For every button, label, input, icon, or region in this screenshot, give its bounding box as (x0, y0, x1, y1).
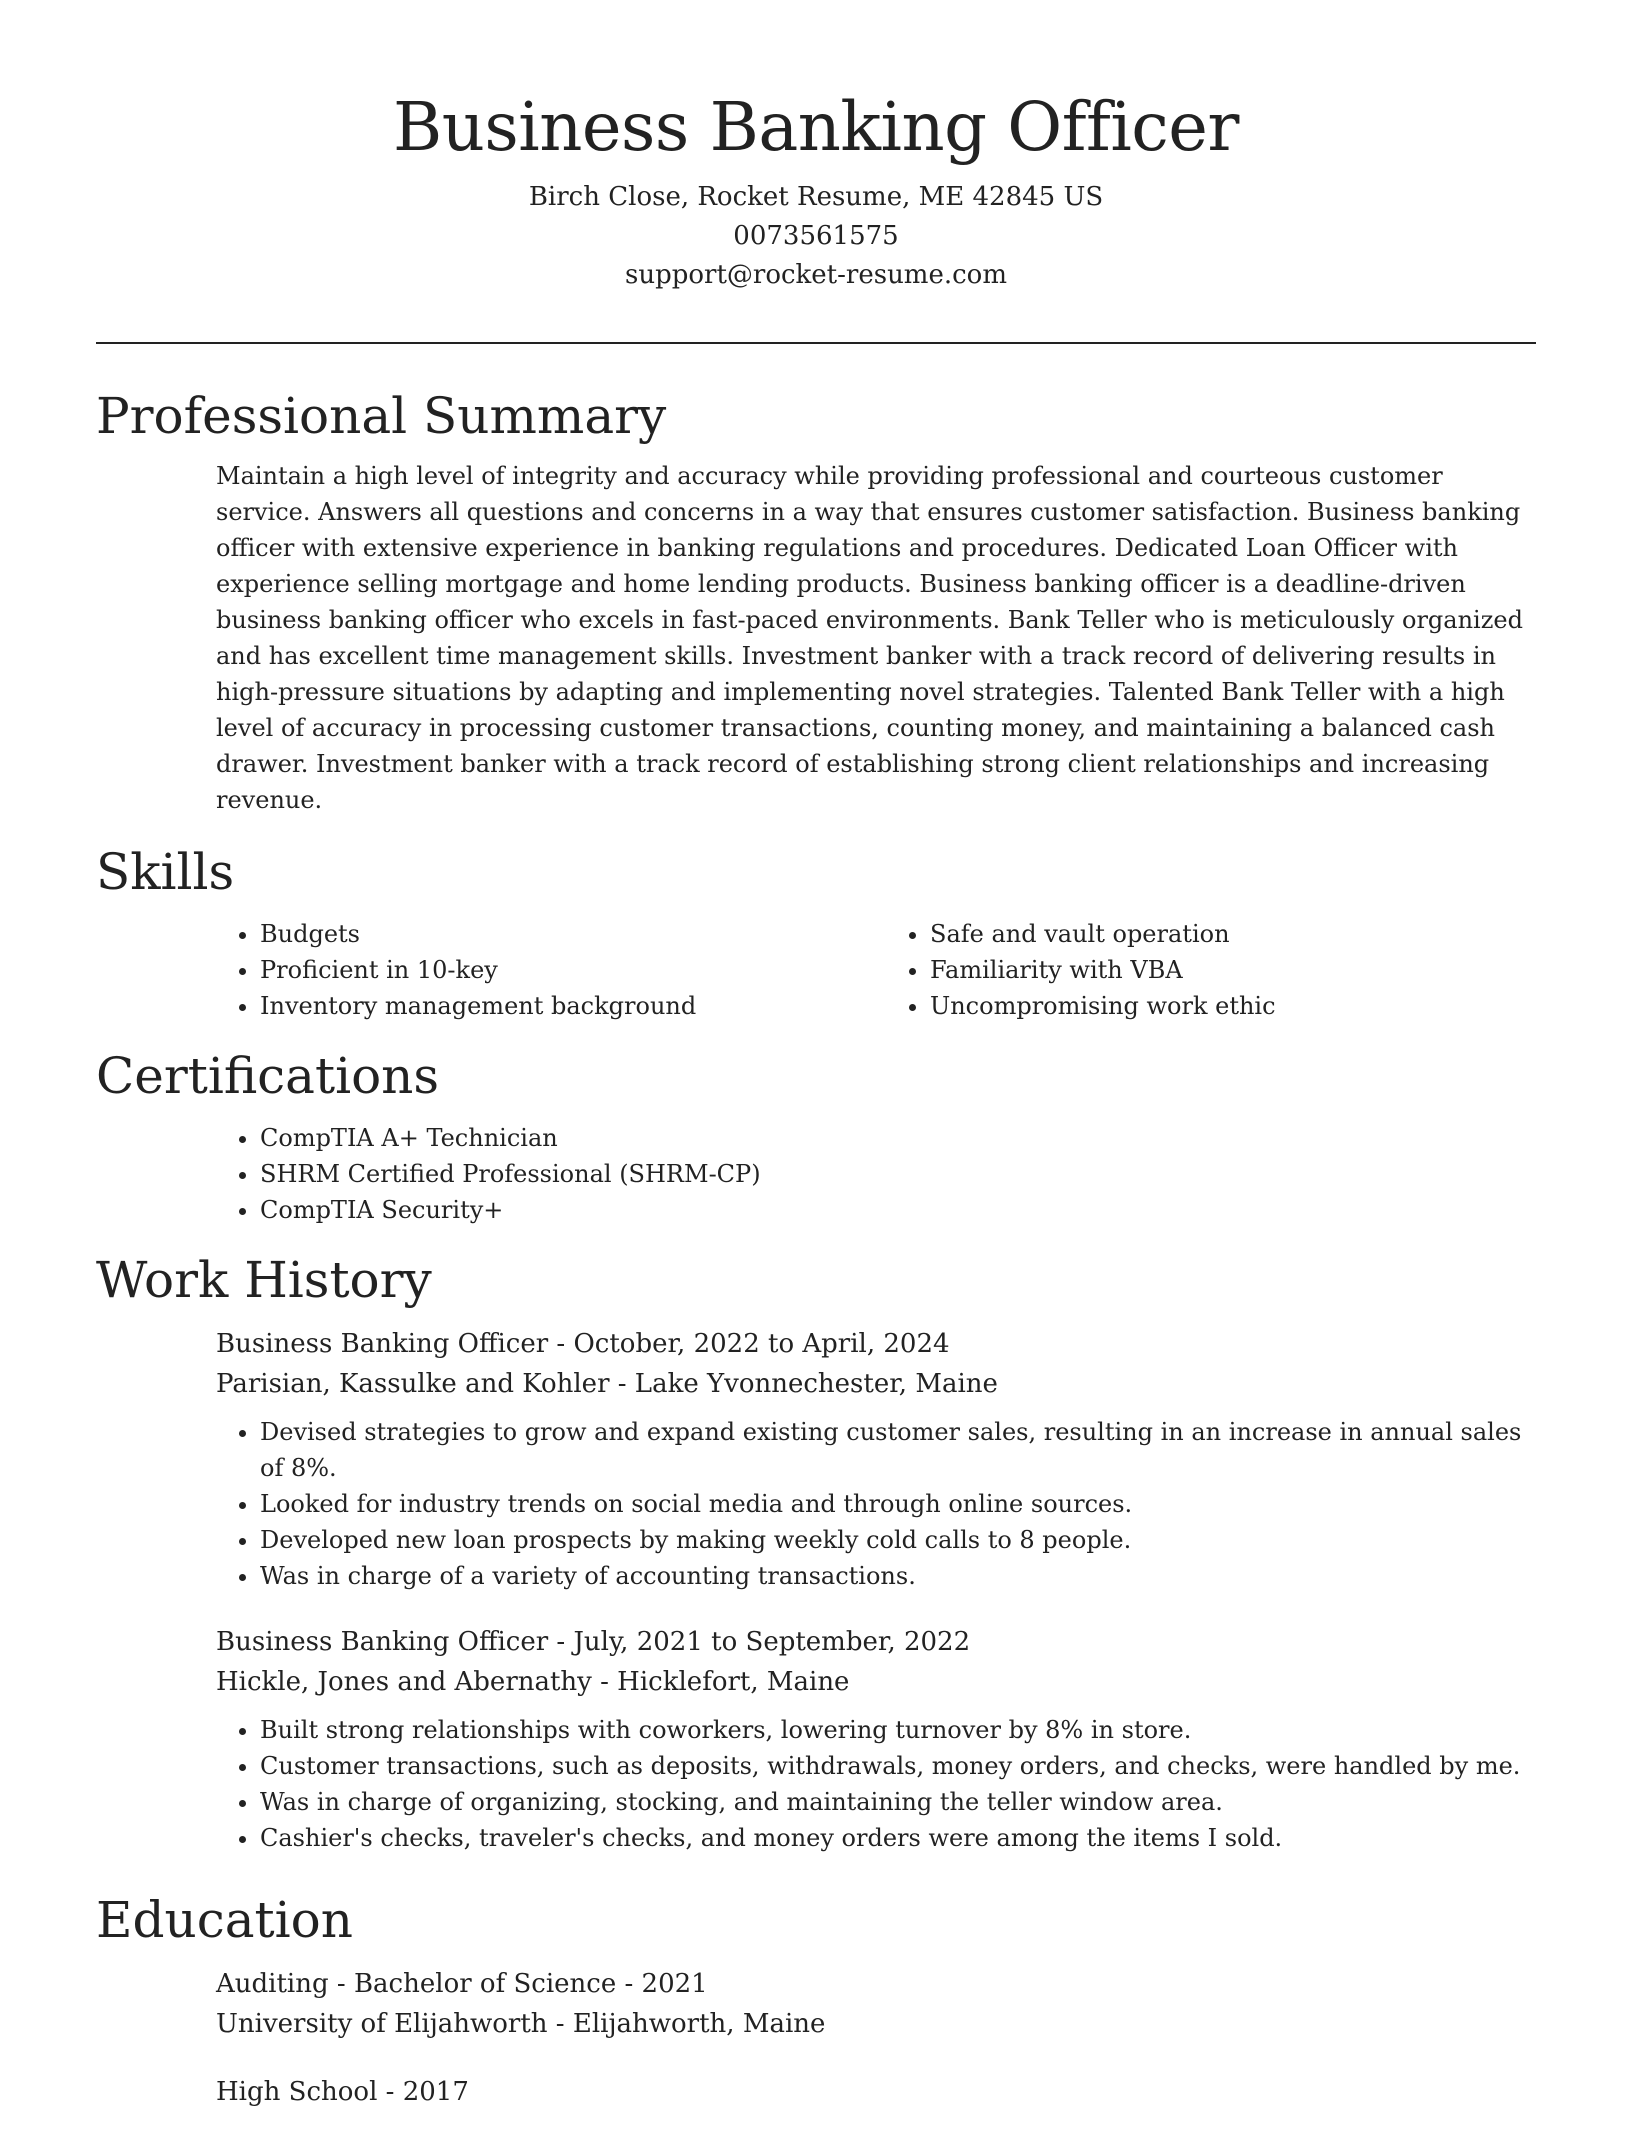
contact-phone: 0073561575 (733, 221, 899, 251)
skill-item: • Proficient in 10-key (260, 952, 910, 988)
education-degree-line: High School - 2017 (216, 2077, 469, 2107)
skills-heading: Skills (96, 843, 235, 901)
job-bullets (96, 1414, 1536, 1594)
job-title-line: Business Banking Officer - July, 2021 to September, 2022 (216, 1627, 971, 1657)
summary-heading: Professional Summary (96, 387, 667, 445)
certifications-section (96, 1040, 1536, 1228)
job-bullet: • Customer transactions, such as deposits, withdrawals, money orders, and checks, were handled by me. (260, 1748, 1536, 1784)
work-history-section (96, 1244, 1536, 1856)
header-divider (96, 342, 1536, 344)
resume-title: Business Banking Officer (393, 88, 1239, 166)
job-bullet: • Was in charge of a variety of accounting transactions. (260, 1558, 1536, 1594)
job-bullet: • Developed new loan prospects by making weekly cold calls to 8 people. (260, 1522, 1536, 1558)
job-bullet: • Built strong relationships with coworkers, lowering turnover by 8% in store. (260, 1712, 1536, 1748)
job-title-line: Business Banking Officer - October, 2022 to April, 2024 (216, 1329, 950, 1359)
summary-section (96, 380, 1536, 818)
skills-section (96, 836, 1536, 1024)
job-company-line: Parisian, Kassulke and Kohler - Lake Yvonnechester, Maine (216, 1369, 998, 1399)
job-entry (96, 1324, 1536, 1594)
job-entry (96, 1622, 1536, 1856)
skills-column-2 (910, 916, 1276, 1024)
skills-column-1 (96, 916, 910, 1024)
job-company-line: Hickle, Jones and Abernathy - Hicklefort, Maine (216, 1667, 850, 1697)
skills-grid (96, 916, 1536, 1024)
education-school-line: University of Elijahworth - Elijahworth, Maine (216, 2009, 826, 2039)
job-bullet: • Cashier's checks, traveler's checks, and money orders were among the items I sold. (260, 1820, 1536, 1856)
job-bullet: • Was in charge of organizing, stocking, and maintaining the teller window area. (260, 1784, 1536, 1820)
education-degree-line: Auditing - Bachelor of Science - 2021 (216, 1969, 708, 1999)
education-section (96, 1884, 1536, 2112)
work-history-heading: Work History (96, 1251, 432, 1309)
summary-text: Maintain a high level of integrity and accuracy while providing professional and courteous customer service. Answers all questions and concerns in a way that ensures customer satisfaction. Business banking officer with extensive experience in banking regulations and procedures. Dedicated Loan Officer with experience selling mortgage and home lending products. Business banking officer is a deadline-driven business banking officer who excels in fast-paced environments. Bank Teller who is meticulously organized and has excellent time management skills. Investment banker with a track record of delivering results in high-pressure situations by adapting and implementing novel strategies. Talented Bank Teller with a high level of accuracy in processing customer transactions, counting money, and maintaining a balanced cash drawer. Investment banker with a track record of establishing strong client relationships and increasing revenue. (216, 462, 1523, 814)
resume-body (96, 380, 1536, 2140)
certification-item: • CompTIA A+ Technician (260, 1120, 1536, 1156)
resume-header (0, 84, 1632, 295)
certifications-heading: Certifications (96, 1047, 440, 1105)
skill-item: • Inventory management background (260, 988, 910, 1024)
education-entry (96, 1964, 1536, 2044)
contact-email: support@rocket-resume.com (624, 260, 1007, 290)
skill-item: • Safe and vault operation (930, 916, 1276, 952)
job-bullet: • Looked for industry trends on social media and through online sources. (260, 1486, 1536, 1522)
contact-address: Birch Close, Rocket Resume, ME 42845 US (528, 182, 1104, 212)
skill-item: • Uncompromising work ethic (930, 988, 1276, 1024)
education-heading: Education (96, 1891, 353, 1949)
job-bullet: • Devised strategies to grow and expand existing customer sales, resulting in an increase in annual sales of 8%. (260, 1414, 1536, 1486)
education-entry (96, 2072, 1536, 2112)
certification-item: • CompTIA Security+ (260, 1192, 1536, 1228)
job-bullets (96, 1712, 1536, 1856)
certification-item: • SHRM Certified Professional (SHRM-CP) (260, 1156, 1536, 1192)
skill-item: • Budgets (260, 916, 910, 952)
contact-info (0, 178, 1632, 295)
certifications-list (96, 1120, 1536, 1228)
skill-item: • Familiarity with VBA (930, 952, 1276, 988)
